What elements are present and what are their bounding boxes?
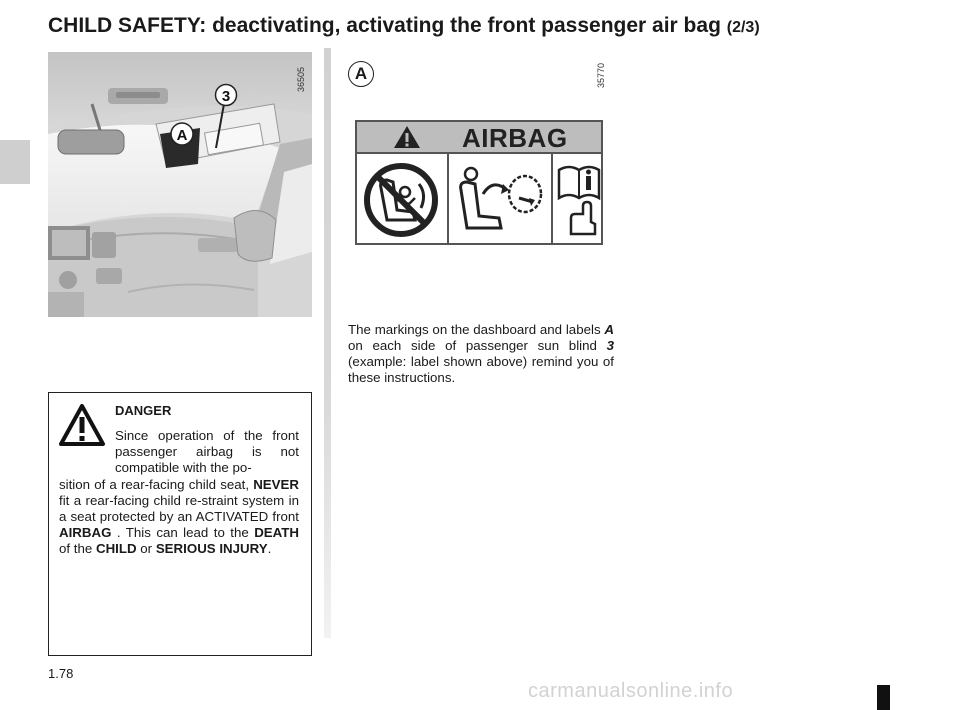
section-tab-marker: [0, 140, 30, 184]
danger-never: NEVER: [253, 477, 299, 492]
warning-triangle-icon: [393, 125, 421, 149]
pictogram-cell-manual: [553, 154, 601, 245]
danger-text-2: fit a rear-facing child re-straint system in a seat protected by an ACTIVATED front: [59, 493, 299, 524]
page-title: [48, 14, 760, 38]
caption-ref-3: 3: [606, 338, 614, 353]
label-caption: [348, 322, 614, 386]
title-part-indicator: (2/3): [726, 19, 760, 36]
danger-text-5: or: [136, 541, 156, 556]
cab-interior-drawing: [48, 52, 312, 317]
danger-text-1: sition of a rear-facing child seat,: [59, 477, 254, 492]
callout-3: 3: [221, 88, 231, 105]
caption-ref-a: A: [604, 322, 614, 337]
danger-text-4: of the: [59, 541, 96, 556]
danger-title: DANGER: [115, 403, 172, 418]
label-header-word: AIRBAG: [462, 123, 568, 153]
page-corner-marker: [877, 685, 890, 710]
caption-text-2: on each side of passenger sun blind: [348, 338, 607, 353]
danger-text-6: .: [267, 541, 272, 556]
danger-text-3: . This can lead to the: [111, 525, 255, 540]
danger-body-text: [59, 477, 299, 557]
pictogram-cell-prohibited: [357, 154, 449, 245]
callout-a-photo: A: [176, 127, 188, 144]
sun-visor-illustration: [48, 52, 312, 317]
danger-death: DEATH: [254, 525, 299, 540]
label-pictograms: [357, 154, 601, 245]
photo-reference-code: 36505: [296, 66, 306, 92]
airbag-warning-label: [355, 120, 603, 245]
caption-text-3: (example: label shown above) remind you of these instructions.: [348, 354, 614, 385]
danger-airbag: AIRBAG: [59, 525, 112, 540]
pictogram-cell-airbag: [449, 154, 553, 245]
column-divider: [324, 48, 331, 638]
label-reference-code: 35770: [596, 62, 606, 88]
danger-triangle-icon: [58, 403, 106, 447]
label-callout-a: A: [348, 61, 374, 87]
danger-warning-box: [48, 392, 312, 656]
label-header: [357, 122, 601, 154]
site-watermark: carmanualsonline.info: [528, 680, 734, 702]
danger-lead-text: Since operation of the front passenger airbag is not compatible with the po-: [115, 428, 299, 475]
airbag-deploy-seat-icon: [449, 154, 551, 245]
read-manual-icon: [553, 154, 605, 245]
danger-child: CHILD: [95, 541, 137, 556]
danger-serious-injury: SERIOUS INJURY: [155, 541, 268, 556]
caption-text-1: The markings on the dashboard and labels: [348, 322, 605, 337]
page-number: 1.78: [48, 666, 74, 681]
no-rear-facing-child-seat-icon: [357, 154, 447, 245]
title-text: CHILD SAFETY: deactivating, activating the front passenger air bag: [48, 14, 721, 37]
